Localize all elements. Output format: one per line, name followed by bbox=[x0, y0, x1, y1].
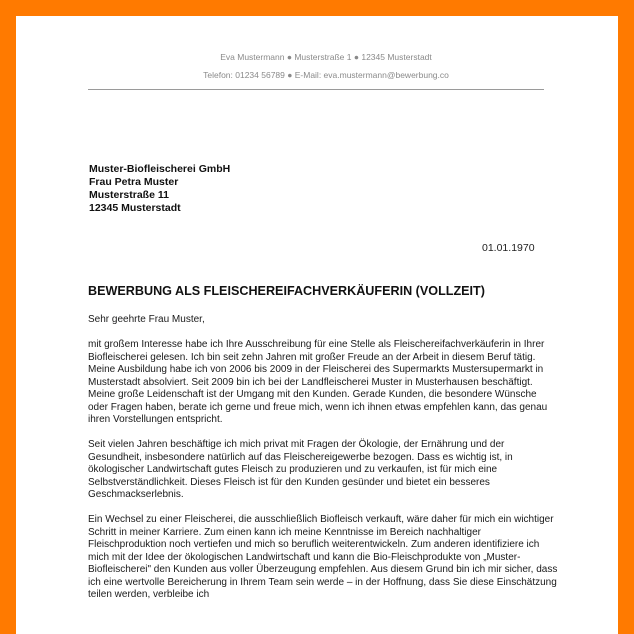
sender-contact: Telefon: 01234 56789 ● E-Mail: eva.mustermann@bewerbung.co bbox=[203, 70, 449, 80]
salutation: Sehr geehrte Frau Muster, bbox=[88, 314, 205, 325]
recipient-company: Muster-Biofleischerei GmbH bbox=[89, 163, 231, 175]
recipient-city: 12345 Musterstadt bbox=[89, 202, 181, 214]
recipient-name: Frau Petra Muster bbox=[89, 176, 179, 188]
header-divider bbox=[88, 89, 544, 90]
sender-address: Eva Mustermann ● Musterstraße 1 ● 12345 Musterstadt bbox=[220, 52, 432, 62]
paragraph-1: mit großem Interesse habe ich Ihre Ausschreibung für eine Stelle als Fleischereifachverkäuferin in Ihrer Biofleischerei gelesen. Ich bin seit zehn Jahren mit großer Freude an der Arbeit in diesem Beruf tätig. Meine Ausbildung habe ich von 2006 bis 2009 in der Fleischerei des Supermarkts Mustersupermarkt in Musterstadt absolviert. Seit 2009 bin ich bei der Landfleischerei Muster in Musterhausen beschäftigt. Meine große Leidenschaft ist der Umgang mit den Kunden. Gerade Kunden, die besondere Wünsche oder Fragen haben, berate ich gerne und freue mich, wenn ich ihnen etwas empfehlen kann, das genau ihren Vorstellungen entspricht. bbox=[88, 339, 548, 425]
letter-subject: BEWERBUNG ALS FLEISCHEREIFACHVERKÄUFERIN (VOLLZEIT) bbox=[88, 284, 485, 298]
recipient-street: Musterstraße 11 bbox=[89, 189, 169, 201]
letter-page bbox=[16, 16, 618, 634]
letter-date: 01.01.1970 bbox=[482, 242, 535, 254]
recipient-block bbox=[89, 163, 230, 215]
paragraph-3: Ein Wechsel zu einer Fleischerei, die ausschließlich Biofleisch verkauft, wäre daher für mich ein wichtiger Schritt in meiner Karriere. Zum einen kann ich meine Kenntnisse im Bereich nachhaltiger Fleischproduktion noch vertiefen und mich so beruflich weiterentwickeln. Zum anderen identifiziere ich mich mit der Idee der ökologischen Landwirtschaft und kann die Bio-Fleischprodukte von „Muster-Biofleischerei" den Kunden aus voller Überzeugung empfehlen. Aus diesem Grund bin ich mir sicher, dass ich eine wertvolle Bereicherung in Ihrem Team sein werde – in der Hoffnung, dass Sie diese Einschätzung teilen werden, verbleibe ich bbox=[88, 514, 558, 600]
paragraph-2: Seit vielen Jahren beschäftige ich mich privat mit Fragen der Ökologie, der Ernährung und der Gesundheit, insbesondere natürlich auf das Fleischereigewerbe bezogen. Dass es wichtig ist, in ökologischer Landwirtschaft gutes Fleisch zu produzieren und zu verkaufen, ist für mich eine Selbstverständlichkeit. Dieses Fleisch ist für den Kunden gesünder und bietet ein besseres Geschmackserlebnis. bbox=[88, 439, 513, 500]
letter-body bbox=[88, 314, 558, 614]
